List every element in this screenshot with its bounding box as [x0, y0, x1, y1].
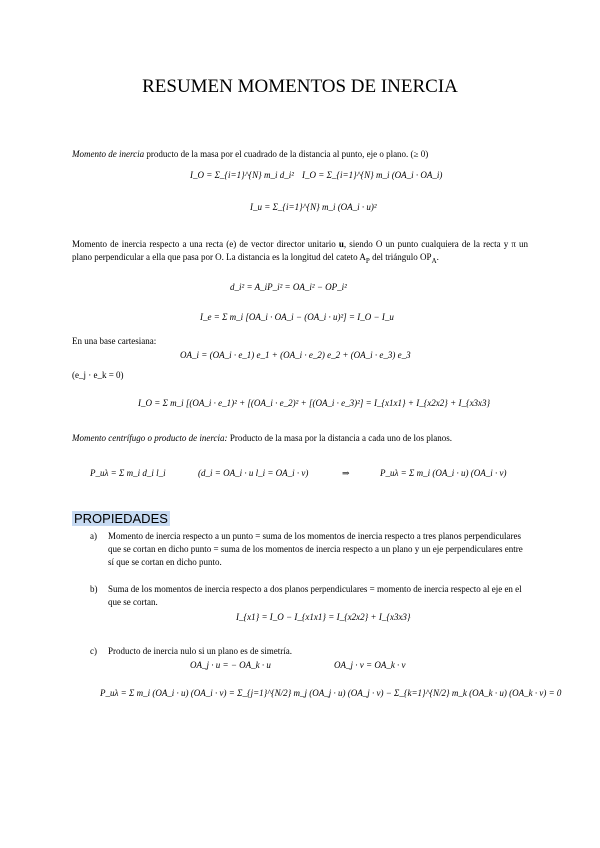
eq-line-inertia: I_e = Σ m_i [OA_i · OA_i − (OA_i · u)²] = I_O − I_u	[200, 312, 394, 322]
eq-symmetry-u: OA_j · u = − OA_k · u	[190, 660, 271, 670]
inertia-definition	[72, 148, 532, 161]
implies-arrow: ⇒	[342, 468, 350, 478]
properties-heading-text: PROPIEDADES	[74, 511, 168, 526]
line-inertia-text-e: A	[431, 256, 437, 265]
eq-symmetry-v: OA_j · v = OA_k · v	[334, 660, 406, 670]
unit-vector-u: u	[338, 239, 344, 249]
eq-product-inertia-vector: P_uλ = Σ m_i (OA_i · u) (OA_i · v)	[380, 468, 507, 478]
property-b-label: b)	[90, 584, 98, 594]
line-inertia-text-c: P	[365, 256, 370, 265]
cartesian-label: En una base cartesiana:	[72, 336, 157, 346]
product-inertia-definition	[72, 432, 532, 445]
eq-distance-definitions: (d_i = OA_i · u l_i = OA_i · v)	[198, 468, 309, 478]
line-inertia-text-a: Momento de inercia respecto a una recta (e) de vector director unitario	[72, 239, 339, 249]
inertia-term: Momento de inercia	[72, 149, 145, 159]
properties-heading	[72, 510, 170, 528]
product-inertia-text: Producto de la masa por la distancia a cada uno de los planos.	[227, 433, 452, 443]
line-inertia-text-f: .	[436, 252, 439, 262]
eq-property-b: I_{x1} = I_O − I_{x1x1} = I_{x2x2} + I_{x3x3}	[236, 612, 411, 622]
property-b-text: Suma de los momentos de inercia respecto a dos planos perpendiculares = momento de inercia respecto al eje en el que se cortan.	[108, 584, 522, 607]
property-a-label: a)	[90, 531, 97, 541]
eq-axis-inertia: I_u = Σ_{i=1}^{N} m_i (OA_i · u)²	[250, 202, 377, 212]
eq-symmetry-product: P_uλ = Σ m_i (OA_i · u) (OA_i · v) = Σ_{j=1}^{N/2} m_j (OA_j · u) (OA_j · v) − Σ_{k=1}^{N/2} m_k (OA_k · u) (OA_k · v) = 0	[100, 688, 562, 698]
eq-point-inertia-distance: I_O = Σ_{i=1}^{N} m_i d_i²	[190, 170, 294, 180]
eq-cartesian-inertia: I_O = Σ m_i [(OA_i · e_1)² + [(OA_i · e_2)² + [(OA_i · e_3)²] = I_{x1x1} + I_{x2x2} + I_{x3x3}	[138, 398, 491, 408]
inertia-text: producto de la masa por el cuadrado de la distancia al punto, eje o plano. (≥ 0)	[144, 149, 429, 159]
eq-cartesian-decomposition: OA_i = (OA_i · e_1) e_1 + (OA_i · e_2) e_2 + (OA_i · e_3) e_3	[180, 350, 411, 360]
eq-distance-squared: d_i² = A_iP_i² = OA_i² − OP_i²	[230, 282, 347, 292]
property-c-text: Producto de inercia nulo si un plano es de simetría.	[108, 646, 292, 656]
line-inertia-text-b: , siendo O un punto cualquiera de la recta y π un plano perpendicular a ella que pasa por O. La distancia es la longitud del cateto A	[72, 239, 528, 262]
property-c-label: c)	[90, 646, 97, 656]
page-title: RESUMEN MOMENTOS DE INERCIA	[142, 76, 458, 97]
property-a-text: Momento de inercia respecto a un punto = suma de los momentos de inercia respecto a tres planos perpendiculares que se cortan en dicho punto = suma de los momentos de inercia respecto a un plano y un eje perpendiculares entre sí que se cortan en dicho punto.	[108, 531, 523, 567]
line-inertia-paragraph	[72, 238, 528, 268]
line-inertia-text-d: del triángulo OP	[369, 252, 432, 262]
eq-product-inertia-distance: P_uλ = Σ m_i d_i l_i	[90, 468, 166, 478]
eq-orthogonality: (e_j · e_k = 0)	[72, 370, 124, 380]
product-inertia-term: Momento centrífugo o producto de inercia:	[72, 433, 228, 443]
eq-point-inertia-vector: I_O = Σ_{i=1}^{N} m_i (OA_i · OA_i)	[302, 170, 443, 180]
